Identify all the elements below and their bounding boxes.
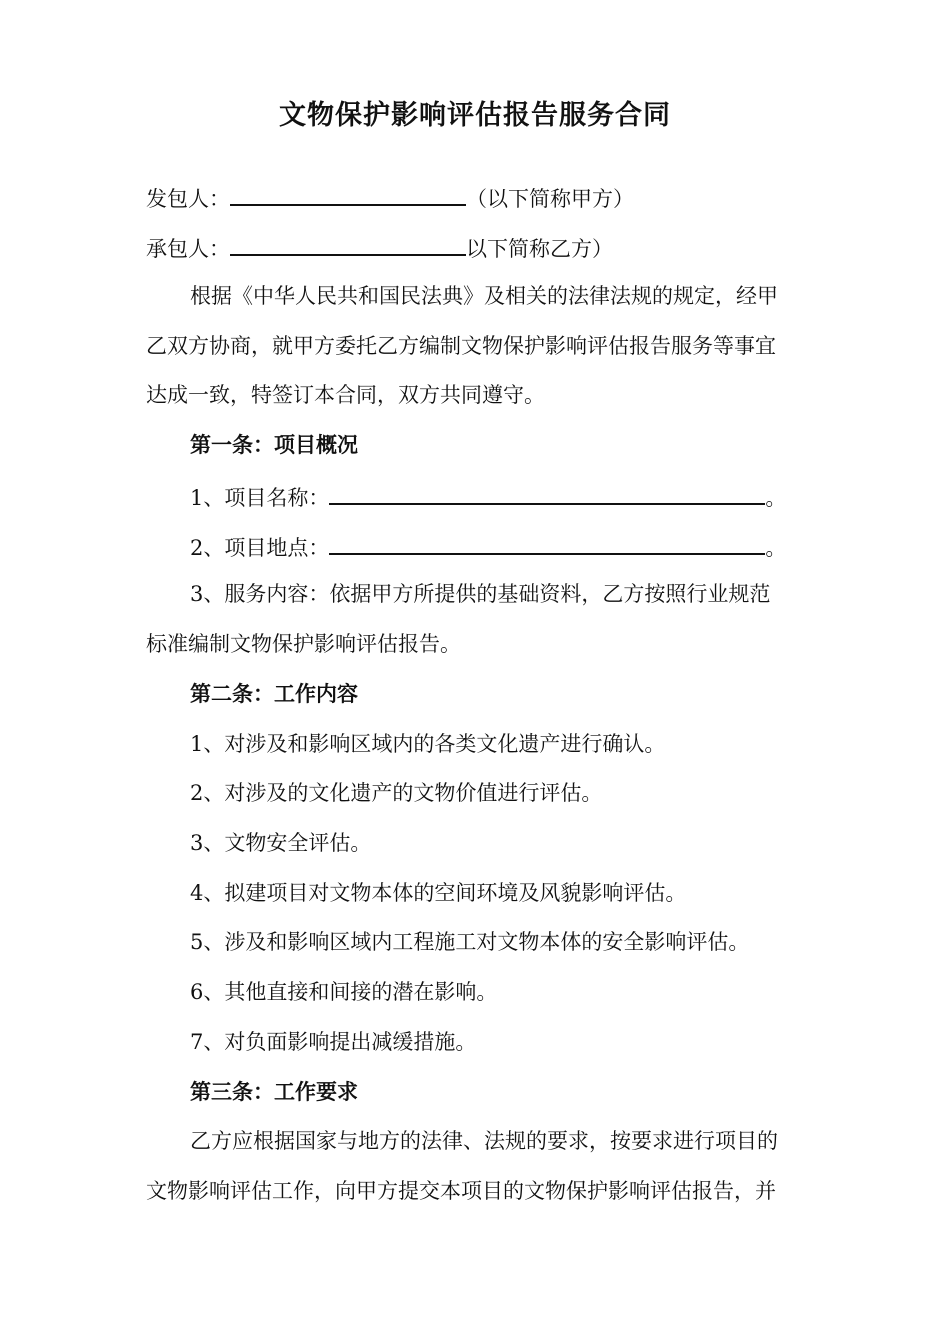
work-item-1: 1、对涉及和影响区域内的各类文化遗产进行确认。 (190, 732, 666, 756)
party-b-line (146, 230, 613, 265)
preamble-line-1: 根据《中华人民共和国民法典》及相关的法律法规的规定，经甲 (190, 284, 778, 308)
party-a-suffix: （以下简称甲方） (466, 187, 634, 211)
project-name-blank[interactable] (329, 479, 765, 505)
service-content-line-1: 3、服务内容：依据甲方所提供的基础资料，乙方按照行业规范 (190, 582, 771, 606)
document-title: 文物保护影响评估报告服务合同 (279, 100, 671, 131)
work-item-5: 5、涉及和影响区域内工程施工对文物本体的安全影响评估。 (190, 930, 750, 954)
project-name-end: 。 (765, 486, 787, 510)
work-requirement-line-1: 乙方应根据国家与地方的法律、法规的要求，按要求进行项目的 (190, 1129, 778, 1153)
preamble-line-3: 达成一致，特签订本合同，双方共同遵守。 (146, 383, 545, 407)
party-b-blank[interactable] (230, 230, 466, 256)
party-a-blank[interactable] (230, 180, 466, 206)
party-b-label: 承包人： (146, 237, 230, 261)
project-location-blank[interactable] (329, 529, 765, 555)
project-location-label: 2、项目地点： (190, 536, 330, 560)
party-b-suffix: 以下简称乙方） (466, 237, 613, 261)
preamble-line-2: 乙双方协商，就甲方委托乙方编制文物保护影响评估报告服务等事宜 (146, 334, 776, 358)
party-a-label: 发包人： (146, 187, 230, 211)
article2-heading: 第二条：工作内容 (190, 681, 358, 706)
project-name-label: 1、项目名称： (190, 486, 330, 510)
article1-heading: 第一条：项目概况 (190, 432, 358, 457)
work-item-7: 7、对负面影响提出减缓措施。 (190, 1030, 477, 1054)
project-location-line (190, 529, 786, 564)
project-location-end: 。 (765, 536, 787, 560)
article3-heading: 第三条：工作要求 (190, 1079, 358, 1104)
work-item-4: 4、拟建项目对文物本体的空间环境及风貌影响评估。 (190, 881, 687, 905)
project-name-line (190, 479, 786, 514)
work-item-3: 3、文物安全评估。 (190, 831, 372, 855)
service-content-line-2: 标准编制文物保护影响评估报告。 (146, 632, 461, 656)
party-a-line (146, 180, 634, 215)
work-requirement-line-2: 文物影响评估工作，向甲方提交本项目的文物保护影响评估报告，并 (146, 1179, 776, 1203)
work-item-2: 2、对涉及的文化遗产的文物价值进行评估。 (190, 781, 603, 805)
work-item-6: 6、其他直接和间接的潜在影响。 (190, 980, 498, 1004)
